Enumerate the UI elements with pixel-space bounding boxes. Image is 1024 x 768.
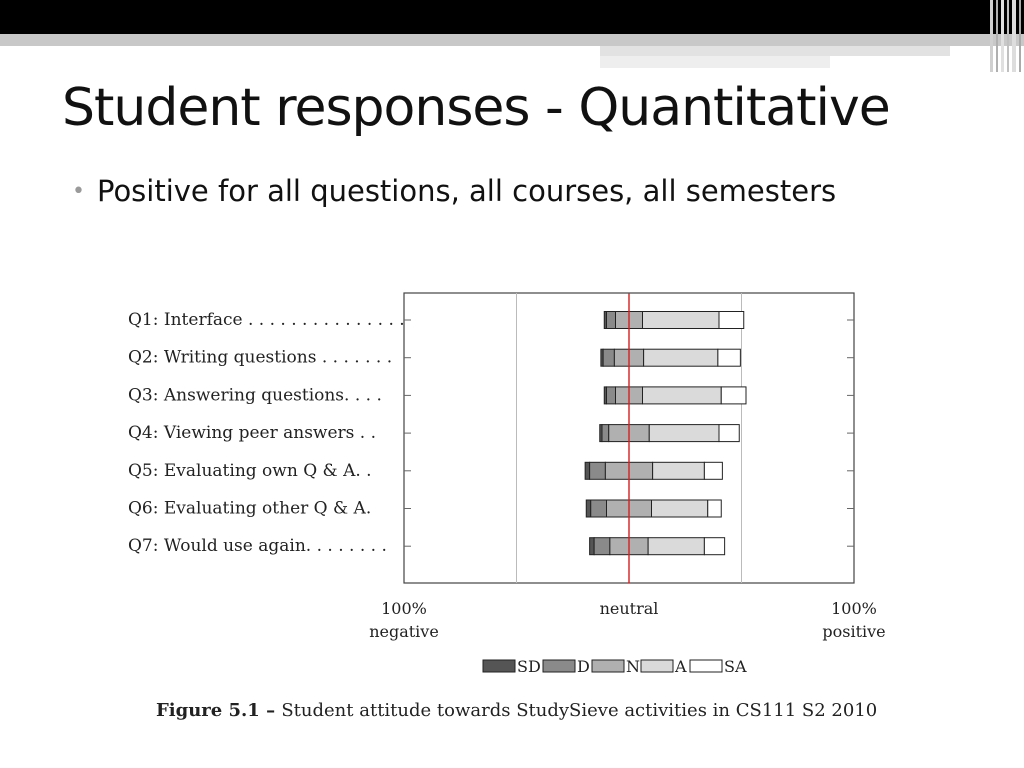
category-label: Q4: Viewing peer answers . .: [128, 423, 377, 444]
category-label: Q3: Answering questions. . . .: [128, 385, 382, 406]
bar-segment-sa: [708, 500, 722, 517]
x-tick-label: negative: [369, 622, 439, 641]
legend-label: A: [675, 657, 687, 676]
bar-segment-sd: [586, 500, 591, 517]
bar-segment-d: [590, 462, 606, 479]
category-label: Q1: Interface . . . . . . . . . . . . . . .: [128, 310, 405, 330]
legend-label: D: [577, 657, 590, 676]
bar-segment-d: [607, 387, 616, 404]
bar-segment-a: [653, 462, 705, 479]
legend-swatch-n: [592, 660, 624, 672]
figure-caption-text: Student attitude towards StudySieve activities in CS111 S2 2010: [281, 700, 878, 721]
bar-segment-sa: [704, 462, 722, 479]
bar-segment-sa: [721, 387, 746, 404]
bar-segment-sd: [590, 538, 595, 555]
legend-swatch-a: [641, 660, 673, 672]
bar-segment-d: [594, 538, 610, 555]
figure-caption: [156, 700, 877, 721]
bar-segment-sa: [704, 538, 724, 555]
bar-segment-sa: [719, 312, 744, 329]
bar-segment-d: [603, 349, 614, 366]
bullet-dot-icon: •: [72, 179, 85, 204]
x-tick-label: neutral: [599, 599, 659, 618]
legend-swatch-sa: [690, 660, 722, 672]
bar-segment-sa: [718, 349, 741, 366]
x-tick-label: positive: [822, 622, 886, 641]
figure-caption-label: Figure 5.1 –: [156, 700, 282, 721]
bar-segment-a: [649, 425, 719, 442]
bar-segment-a: [643, 312, 720, 329]
bar-segment-a: [644, 349, 718, 366]
bullet-text: Positive for all questions, all courses, all semesters: [96, 174, 837, 208]
slide-title: Student responses - Quantitative: [62, 78, 890, 138]
legend-label: SD: [517, 657, 541, 676]
legend-swatch-d: [543, 660, 575, 672]
bar-segment-a: [648, 538, 704, 555]
bar-segment-a: [643, 387, 722, 404]
bar-segment-d: [602, 425, 609, 442]
category-label: Q6: Evaluating other Q & A.: [128, 498, 372, 519]
legend-label: SA: [724, 657, 747, 676]
x-tick-label: 100%: [831, 599, 877, 618]
category-label: Q7: Would use again. . . . . . . .: [128, 536, 387, 557]
bar-segment-d: [607, 312, 616, 329]
legend-swatch-sd: [483, 660, 515, 672]
category-label: Q2: Writing questions . . . . . . .: [128, 347, 393, 368]
category-label: Q5: Evaluating own Q & A. .: [128, 460, 372, 481]
x-tick-label: 100%: [381, 599, 427, 618]
bar-segment-sd: [585, 462, 590, 479]
bar-segment-sa: [719, 425, 739, 442]
legend-label: N: [626, 657, 640, 676]
bar-segment-a: [652, 500, 708, 517]
bar-segment-d: [591, 500, 607, 517]
